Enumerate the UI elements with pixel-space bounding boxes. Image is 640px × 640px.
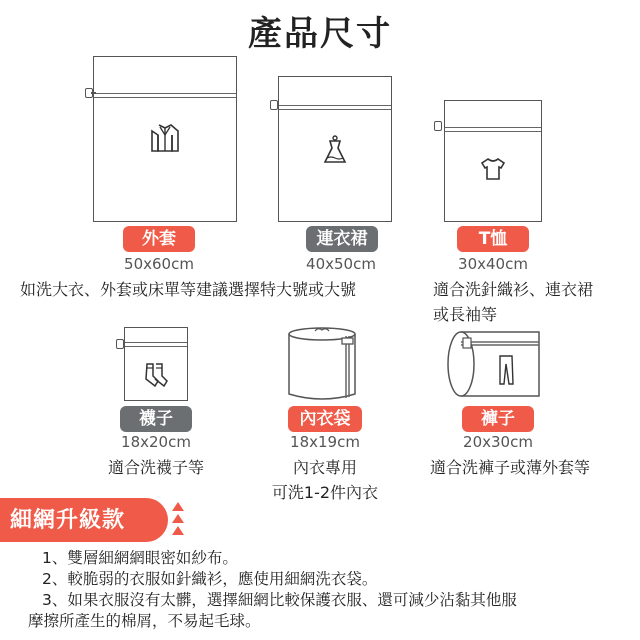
bag-description: 適合洗褲子或薄外套等	[429, 458, 590, 477]
page-title: 產品尺寸	[248, 14, 392, 54]
size-label: 18x20cm	[121, 433, 191, 451]
size-badge: 外套	[123, 226, 195, 252]
upgrade-title: 細網升級款	[10, 508, 126, 533]
size-label: 18x19cm	[290, 433, 360, 451]
size-badge: T恤	[457, 226, 529, 252]
laundry-bag	[444, 100, 542, 222]
zipper-pull	[116, 339, 124, 349]
zipper-pull	[270, 100, 278, 110]
zipper	[94, 93, 236, 98]
arrow-up-icon	[172, 526, 184, 535]
list-item: 摩擦所產生的棉屑，不易起毛球。	[28, 612, 261, 630]
bag-description: 或長袖等	[433, 305, 498, 324]
bag-description: 如洗大衣、外套或床單等建議選擇特大號或大號	[20, 280, 357, 299]
laundry-bag	[124, 327, 188, 401]
laundry-bag	[278, 76, 392, 222]
socks-icon	[143, 362, 169, 388]
arrow-up-icon	[172, 502, 184, 511]
size-badge: 褲子	[462, 406, 534, 432]
upgrade-list	[28, 548, 628, 632]
size-badge: 連衣裙	[306, 226, 378, 252]
size-label: 30x40cm	[458, 255, 528, 273]
zipper	[279, 105, 391, 110]
size-label: 40x50cm	[306, 255, 376, 273]
cylinder-bag	[443, 328, 553, 400]
zipper-pull	[434, 121, 442, 131]
size-badge: 內衣袋	[288, 406, 362, 432]
jacket-icon	[149, 123, 181, 153]
arrow-up-icon	[172, 514, 184, 523]
cylinder-bag	[282, 324, 364, 404]
zipper	[445, 127, 541, 132]
size-badge: 襪子	[120, 406, 192, 432]
tshirt-icon	[479, 157, 507, 181]
dress-icon	[321, 135, 349, 165]
zipper	[125, 342, 187, 347]
list-item: 1、雙層細網網眼密如紗布。	[42, 549, 238, 567]
bag-description: 適合洗針織衫、連衣裙	[433, 280, 594, 299]
size-label: 50x60cm	[124, 255, 194, 273]
list-item: 2、較脆弱的衣服如針織衫，應使用細網洗衣袋。	[42, 570, 378, 588]
bag-description: 適合洗襪子等	[107, 458, 204, 477]
list-item: 3、如果衣服沒有太髒，選擇細網比較保護衣服、還可減少沾黏其他服	[42, 591, 517, 609]
laundry-bag	[93, 56, 237, 222]
bag-description: 內衣專用	[292, 458, 357, 477]
size-label: 20x30cm	[463, 433, 533, 451]
bag-description: 可洗1-2件內衣	[271, 483, 379, 502]
